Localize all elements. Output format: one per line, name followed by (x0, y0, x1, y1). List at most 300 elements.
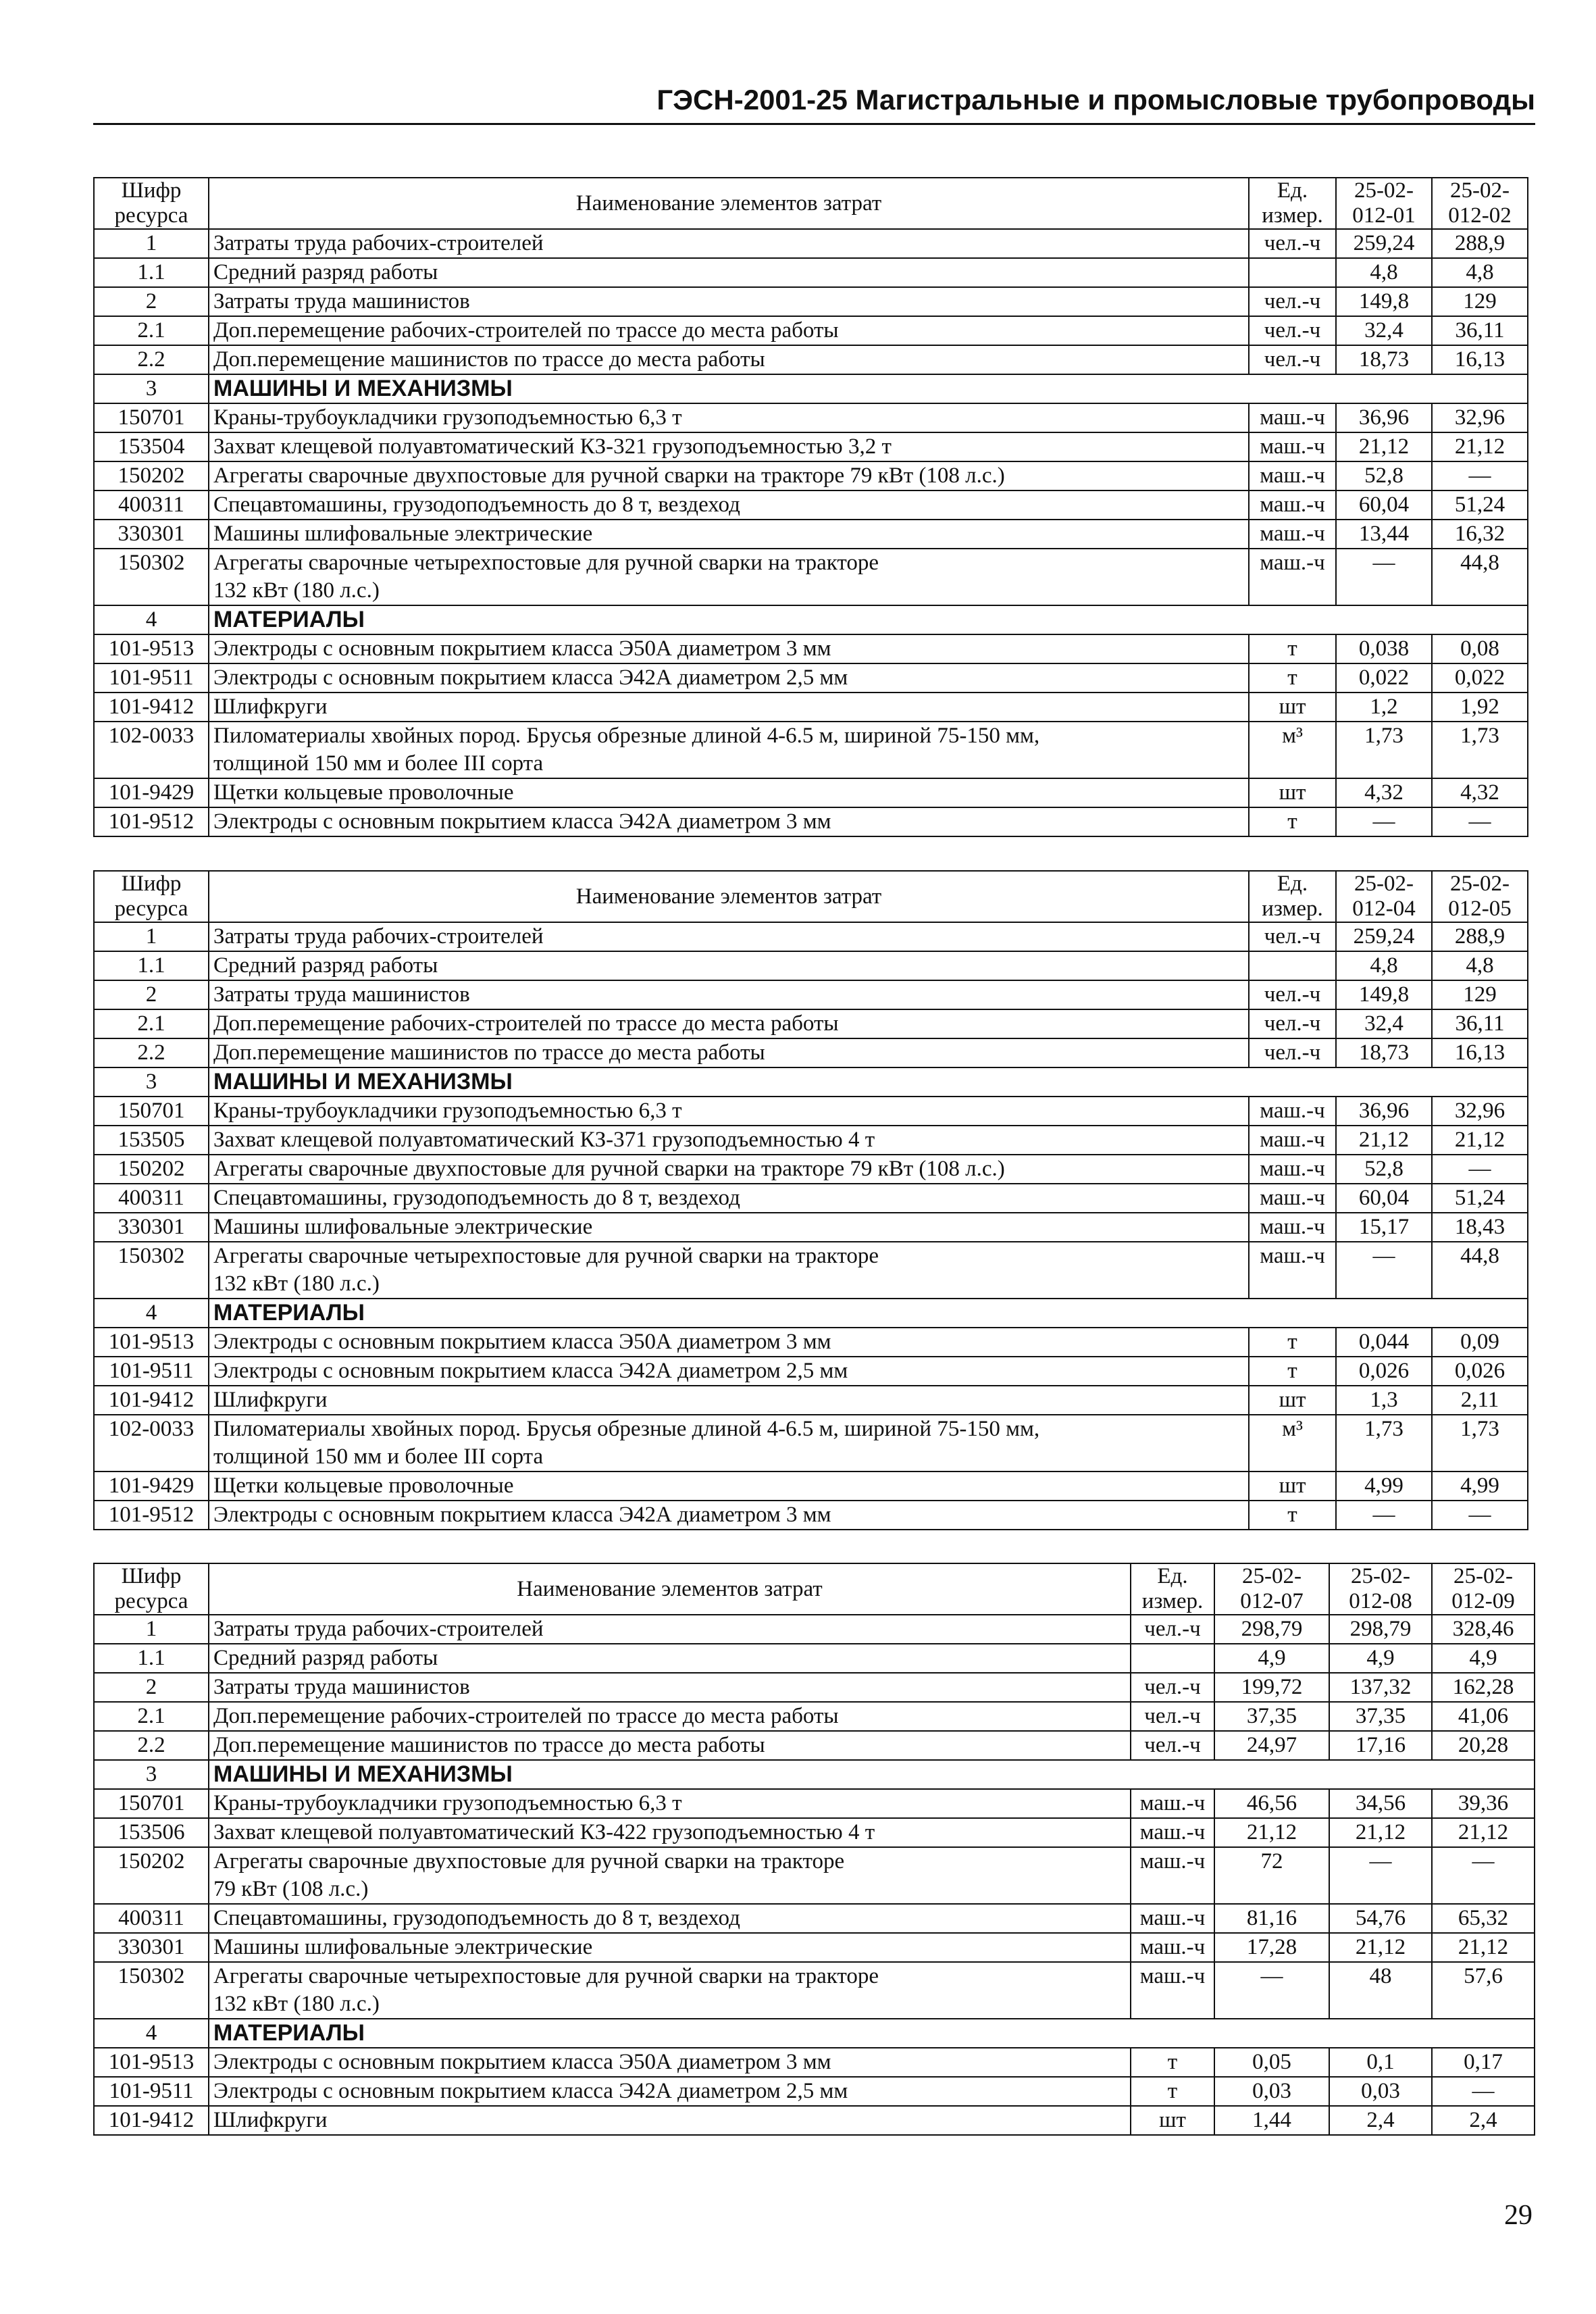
table-row (94, 1472, 1528, 1501)
norm-value: 0,044 (1336, 1328, 1432, 1357)
table-row (94, 1155, 1528, 1184)
unit-of-measure: т (1249, 1357, 1336, 1386)
resource-code: 101-9429 (94, 778, 209, 807)
norm-value: 0,038 (1336, 634, 1432, 663)
norm-value: 21,12 (1432, 432, 1528, 461)
unit-of-measure: чел.-ч (1249, 287, 1336, 316)
cost-element-name-line: Затраты труда рабочих-строителей (213, 231, 544, 255)
cost-element-name (209, 258, 1249, 287)
table-row (94, 1818, 1535, 1847)
section-title: МАТЕРИАЛЫ (209, 605, 1528, 634)
norm-value: — (1329, 1847, 1432, 1904)
table-row (94, 807, 1528, 836)
cost-element-name-line: Захват клещевой полуавтоматический КЗ-371 грузоподъемностью 4 т (213, 1128, 875, 1152)
cost-element-name (209, 663, 1249, 693)
cost-element-name (209, 1213, 1249, 1242)
resource-code: 102-0033 (94, 722, 209, 778)
header-norm-code (1329, 1563, 1432, 1615)
norm-value: 17,28 (1214, 1933, 1329, 1962)
norm-value: 15,17 (1336, 1213, 1432, 1242)
norm-value: 48 (1329, 1962, 1432, 2019)
norm-value: 16,32 (1432, 520, 1528, 549)
norm-value: 36,11 (1432, 1009, 1528, 1038)
cost-element-name-line: Средний разряд работы (213, 953, 438, 978)
norm-value: 298,79 (1329, 1615, 1432, 1644)
table-row (94, 1615, 1535, 1644)
norm-value: 32,96 (1432, 1097, 1528, 1126)
table-row (94, 634, 1528, 663)
header-norm-code (1336, 871, 1432, 922)
unit-of-measure: чел.-ч (1131, 1673, 1214, 1702)
unit-of-measure: маш.-ч (1249, 1242, 1336, 1299)
resource-code: 101-9412 (94, 693, 209, 722)
header-norm-code-line: 25-02- (1354, 178, 1414, 203)
resource-code: 102-0033 (94, 1415, 209, 1472)
header-resource-code-line: Шифр (121, 178, 182, 203)
norm-value: 52,8 (1336, 1155, 1432, 1184)
norm-value: 52,8 (1336, 461, 1432, 491)
unit-of-measure (1249, 258, 1336, 287)
norm-value: 51,24 (1432, 1184, 1528, 1213)
cost-element-name (209, 980, 1249, 1009)
cost-element-name-line: Затраты труда машинистов (213, 982, 470, 1007)
unit-of-measure: маш.-ч (1249, 1097, 1336, 1126)
table-row (94, 951, 1528, 980)
norm-value: 0,026 (1336, 1357, 1432, 1386)
unit-of-measure: маш.-ч (1249, 1155, 1336, 1184)
norm-value: 32,96 (1432, 403, 1528, 432)
table-row (94, 345, 1528, 374)
norm-value: 129 (1432, 980, 1528, 1009)
cost-element-name-line: Доп.перемещение машинистов по трассе до места работы (213, 347, 765, 372)
norm-value: 54,76 (1329, 1904, 1432, 1933)
cost-element-name-line: Спецавтомашины, грузодоподъемность до 8 т, вездеход (213, 493, 740, 517)
resource-code: 1 (94, 1615, 209, 1644)
norm-value: 41,06 (1432, 1702, 1535, 1731)
cost-element-name (209, 2048, 1131, 2077)
norm-value: 81,16 (1214, 1904, 1329, 1933)
cost-element-name-line: Электроды с основным покрытием класса Э42А диаметром 2,5 мм (213, 2079, 848, 2103)
resource-code: 101-9512 (94, 807, 209, 836)
norm-value: 1,73 (1336, 722, 1432, 778)
cost-element-name-line: Пиломатериалы хвойных пород. Брусья обрезные длиной 4-6.5 м, шириной 75-150 мм, (213, 1417, 1040, 1441)
table-row (94, 1184, 1528, 1213)
header-resource-code-line: ресурса (114, 203, 188, 228)
cost-element-name-line: Шлифкруги (213, 695, 328, 719)
table-row (94, 403, 1528, 432)
header-unit-line: измер. (1141, 1589, 1204, 1613)
cost-element-name (209, 1357, 1249, 1386)
norm-value: 32,4 (1336, 316, 1432, 345)
resource-code: 153506 (94, 1818, 209, 1847)
cost-element-name (209, 316, 1249, 345)
unit-of-measure: шт (1131, 2106, 1214, 2135)
resource-code: 330301 (94, 520, 209, 549)
norm-value: 0,022 (1432, 663, 1528, 693)
page-header-title: ГЭСН-2001-25 Магистральные и промысловые трубопроводы (93, 80, 1535, 125)
cost-element-name-line-2: толщиной 150 мм и более III сорта (213, 1444, 544, 1469)
unit-of-measure: чел.-ч (1249, 345, 1336, 374)
cost-element-name-line: Машины шлифовальные электрические (213, 1215, 593, 1239)
cost-element-name-line: Захват клещевой полуавтоматический КЗ-321 грузоподъемностью 3,2 т (213, 434, 892, 459)
unit-of-measure: маш.-ч (1131, 1904, 1214, 1933)
resource-code: 101-9511 (94, 1357, 209, 1386)
resource-code: 3 (94, 1760, 209, 1789)
section-title: МАШИНЫ И МЕХАНИЗМЫ (209, 1760, 1535, 1789)
norm-value: — (1214, 1962, 1329, 2019)
header-resource-code-line: Шифр (121, 872, 182, 896)
norm-value: 18,73 (1336, 345, 1432, 374)
header-norm-code (1214, 1563, 1329, 1615)
norm-value: 36,11 (1432, 316, 1528, 345)
norm-value: 1,92 (1432, 693, 1528, 722)
cost-element-name (209, 1184, 1249, 1213)
cost-element-name (209, 1155, 1249, 1184)
resource-code: 101-9513 (94, 634, 209, 663)
norm-value: 51,24 (1432, 491, 1528, 520)
cost-element-name-line: Шлифкруги (213, 1388, 328, 1412)
cost-element-name (209, 1038, 1249, 1067)
cost-element-name-line: Доп.перемещение машинистов по трассе до места работы (213, 1040, 765, 1065)
table-row (94, 1962, 1535, 2019)
norm-value: 16,13 (1432, 1038, 1528, 1067)
norm-value: — (1432, 461, 1528, 491)
table-row (94, 258, 1528, 287)
cost-element-name-line: Щетки кольцевые проволочные (213, 780, 514, 805)
cost-element-name-line: Шлифкруги (213, 2108, 328, 2132)
table-row (94, 1038, 1528, 1067)
norm-value: 0,026 (1432, 1357, 1528, 1386)
table-row (94, 1126, 1528, 1155)
header-unit (1249, 178, 1336, 229)
norm-value: 46,56 (1214, 1789, 1329, 1818)
norm-value: 1,3 (1336, 1386, 1432, 1415)
cost-element-name-line: Агрегаты сварочные четырехпостовые для ручной сварки на тракторе (213, 1244, 879, 1268)
norm-value: 21,12 (1432, 1933, 1535, 1962)
table-row (94, 491, 1528, 520)
unit-of-measure: т (1249, 807, 1336, 836)
unit-of-measure: маш.-ч (1249, 1184, 1336, 1213)
table-row (94, 520, 1528, 549)
norm-value: 288,9 (1432, 922, 1528, 951)
table-row (94, 980, 1528, 1009)
unit-of-measure: т (1249, 634, 1336, 663)
header-resource-code (94, 871, 209, 922)
norm-value: 4,8 (1432, 951, 1528, 980)
norm-value: 1,73 (1336, 1415, 1432, 1472)
table-row (94, 1386, 1528, 1415)
table-row (94, 461, 1528, 491)
cost-element-name-line: Агрегаты сварочные двухпостовые для ручной сварки на тракторе 79 кВт (108 л.с.) (213, 1157, 1005, 1181)
cost-element-name-line: Агрегаты сварочные четырехпостовые для ручной сварки на тракторе (213, 1964, 879, 1988)
table-header-row (94, 871, 1528, 922)
norm-value: 0,08 (1432, 634, 1528, 663)
resource-code: 1.1 (94, 258, 209, 287)
norm-value: 24,97 (1214, 1731, 1329, 1760)
header-norm-code (1432, 1563, 1535, 1615)
norm-value: 72 (1214, 1847, 1329, 1904)
norm-value: 32,4 (1336, 1009, 1432, 1038)
section-title: МАТЕРИАЛЫ (209, 2019, 1535, 2048)
resource-code: 400311 (94, 1904, 209, 1933)
unit-of-measure: т (1131, 2077, 1214, 2106)
norm-value: 4,9 (1329, 1644, 1432, 1673)
cost-element-name (209, 1501, 1249, 1530)
cost-element-name-line: Доп.перемещение машинистов по трассе до места работы (213, 1733, 765, 1757)
cost-element-name-line: Затраты труда рабочих-строителей (213, 924, 544, 949)
unit-of-measure: чел.-ч (1249, 316, 1336, 345)
unit-of-measure: чел.-ч (1249, 1009, 1336, 1038)
unit-of-measure: чел.-ч (1249, 229, 1336, 258)
section-row (94, 605, 1528, 634)
unit-of-measure: чел.-ч (1131, 1615, 1214, 1644)
unit-of-measure (1131, 1644, 1214, 1673)
header-resource-code-line: Шифр (121, 1564, 182, 1588)
cost-element-name-line: Доп.перемещение рабочих-строителей по трассе до места работы (213, 1704, 839, 1728)
unit-of-measure: маш.-ч (1249, 432, 1336, 461)
header-norm-code-line: 012-02 (1448, 203, 1512, 228)
norm-value: 328,46 (1432, 1615, 1535, 1644)
norm-value: 4,99 (1336, 1472, 1432, 1501)
table-row (94, 229, 1528, 258)
cost-element-name-line: Средний разряд работы (213, 1646, 438, 1670)
resource-code: 2.1 (94, 316, 209, 345)
table-row (94, 1731, 1535, 1760)
unit-of-measure: маш.-ч (1249, 1213, 1336, 1242)
norm-value: 2,11 (1432, 1386, 1528, 1415)
table-row (94, 663, 1528, 693)
resource-code: 150701 (94, 1789, 209, 1818)
cost-element-name-line: Щетки кольцевые проволочные (213, 1474, 514, 1498)
cost-element-name (209, 693, 1249, 722)
norm-value: 18,73 (1336, 1038, 1432, 1067)
table-row (94, 2106, 1535, 2135)
cost-element-name-line: Машины шлифовальные электрические (213, 1935, 593, 1959)
norm-value: 162,28 (1432, 1673, 1535, 1702)
resource-code: 400311 (94, 491, 209, 520)
table-row (94, 693, 1528, 722)
unit-of-measure: т (1249, 1501, 1336, 1530)
norm-value: 259,24 (1336, 922, 1432, 951)
cost-element-name-line-2: 132 кВт (180 л.с.) (213, 578, 380, 603)
table-row (94, 1328, 1528, 1357)
header-norm-code-line: 25-02- (1450, 178, 1510, 203)
table-row (94, 922, 1528, 951)
cost-element-name (209, 432, 1249, 461)
norm-value: 1,44 (1214, 2106, 1329, 2135)
norm-value: 20,28 (1432, 1731, 1535, 1760)
header-norm-code (1432, 871, 1528, 922)
norm-value: 129 (1432, 287, 1528, 316)
resource-code: 2.2 (94, 1731, 209, 1760)
resource-code: 2 (94, 980, 209, 1009)
cost-element-name-line-2: толщиной 150 мм и более III сорта (213, 751, 544, 776)
header-norm-code-line: 012-05 (1448, 897, 1512, 921)
header-norm-code-line: 25-02- (1450, 872, 1510, 896)
section-row (94, 1760, 1535, 1789)
cost-element-name (209, 1328, 1249, 1357)
resource-code: 101-9511 (94, 2077, 209, 2106)
section-row (94, 2019, 1535, 2048)
norm-value: 4,9 (1432, 1644, 1535, 1673)
cost-element-name (209, 2077, 1131, 2106)
cost-element-name (209, 345, 1249, 374)
table-header-row (94, 1563, 1535, 1615)
unit-of-measure: маш.-ч (1249, 491, 1336, 520)
cost-element-name-line: Затраты труда машинистов (213, 289, 470, 313)
cost-element-name (209, 1673, 1131, 1702)
unit-of-measure: т (1249, 1328, 1336, 1357)
norm-value: 4,8 (1336, 258, 1432, 287)
header-cost-element-name: Наименование элементов затрат (209, 871, 1249, 922)
header-resource-code-line: ресурса (114, 897, 188, 921)
unit-of-measure: маш.-ч (1249, 549, 1336, 605)
cost-element-name (209, 287, 1249, 316)
table-row (94, 1357, 1528, 1386)
norm-value: 0,022 (1336, 663, 1432, 693)
resource-code: 330301 (94, 1933, 209, 1962)
resource-code: 3 (94, 1067, 209, 1097)
cost-element-name-line: Затраты труда рабочих-строителей (213, 1617, 544, 1641)
table-row (94, 1673, 1535, 1702)
norm-value: — (1432, 1501, 1528, 1530)
resource-code: 3 (94, 374, 209, 403)
norm-value: 4,9 (1214, 1644, 1329, 1673)
norm-value: 288,9 (1432, 229, 1528, 258)
resource-code: 150202 (94, 1847, 209, 1904)
header-norm-code-line: 012-01 (1352, 203, 1416, 228)
cost-element-name (209, 1789, 1131, 1818)
header-unit-line: измер. (1262, 897, 1323, 921)
section-title: МАШИНЫ И МЕХАНИЗМЫ (209, 1067, 1528, 1097)
unit-of-measure: шт (1249, 1472, 1336, 1501)
header-norm-code-line: 25-02- (1354, 872, 1414, 896)
norm-value: 44,8 (1432, 1242, 1528, 1299)
norm-value: 18,43 (1432, 1213, 1528, 1242)
resource-code: 400311 (94, 1184, 209, 1213)
table-row (94, 1702, 1535, 1731)
resource-code: 4 (94, 1299, 209, 1328)
unit-of-measure: маш.-ч (1249, 520, 1336, 549)
cost-element-name-line: Агрегаты сварочные двухпостовые для ручной сварки на тракторе 79 кВт (108 л.с.) (213, 463, 1005, 488)
resource-code: 101-9511 (94, 663, 209, 693)
table-row (94, 1789, 1535, 1818)
header-norm-code-line: 012-09 (1451, 1589, 1515, 1613)
resource-table-1 (93, 177, 1528, 837)
norm-value: 44,8 (1432, 549, 1528, 605)
header-resource-code (94, 178, 209, 229)
cost-element-name (209, 1615, 1131, 1644)
unit-of-measure: чел.-ч (1131, 1731, 1214, 1760)
header-norm-code-line: 25-02- (1351, 1564, 1410, 1588)
unit-of-measure: шт (1249, 693, 1336, 722)
norm-value: 0,1 (1329, 2048, 1432, 2077)
norm-value: 2,4 (1432, 2106, 1535, 2135)
header-norm-code (1432, 178, 1528, 229)
header-norm-code-line: 25-02- (1242, 1564, 1302, 1588)
unit-of-measure: чел.-ч (1131, 1702, 1214, 1731)
cost-element-name (209, 951, 1249, 980)
norm-value: 259,24 (1336, 229, 1432, 258)
norm-value: 39,36 (1432, 1789, 1535, 1818)
table-row (94, 778, 1528, 807)
resource-code: 1.1 (94, 951, 209, 980)
norm-value: 1,2 (1336, 693, 1432, 722)
norm-value: 0,17 (1432, 2048, 1535, 2077)
unit-of-measure: маш.-ч (1131, 1789, 1214, 1818)
norm-value: 149,8 (1336, 287, 1432, 316)
cost-element-name (209, 807, 1249, 836)
table-row (94, 1213, 1528, 1242)
header-unit (1249, 871, 1336, 922)
table-row (94, 2077, 1535, 2106)
norm-value: 21,12 (1329, 1818, 1432, 1847)
resource-code: 153505 (94, 1126, 209, 1155)
table-row (94, 1009, 1528, 1038)
table-row (94, 722, 1528, 778)
cost-element-name-line-2: 132 кВт (180 л.с.) (213, 1992, 380, 2016)
norm-value: — (1432, 1155, 1528, 1184)
cost-element-name-line: Захват клещевой полуавтоматический КЗ-422 грузоподъемностью 4 т (213, 1820, 875, 1844)
cost-element-name (209, 1126, 1249, 1155)
norm-value: 4,8 (1336, 951, 1432, 980)
resource-table-2 (93, 870, 1528, 1530)
header-unit-line: Ед. (1157, 1564, 1188, 1588)
cost-element-name-line: Электроды с основным покрытием класса Э42А диаметром 3 мм (213, 809, 831, 834)
norm-value: 13,44 (1336, 520, 1432, 549)
cost-element-name (209, 491, 1249, 520)
cost-element-name-line: Агрегаты сварочные четырехпостовые для ручной сварки на тракторе (213, 551, 879, 575)
cost-element-name-line: Краны-трубоукладчики грузоподъемностью 6,3 т (213, 1791, 682, 1815)
cost-element-name (209, 1009, 1249, 1038)
resource-code: 4 (94, 2019, 209, 2048)
page-number: 29 (1504, 2200, 1533, 2231)
norm-value: 60,04 (1336, 1184, 1432, 1213)
norm-value: 0,03 (1214, 2077, 1329, 2106)
unit-of-measure: чел.-ч (1249, 980, 1336, 1009)
resource-code: 1 (94, 922, 209, 951)
resource-code: 4 (94, 605, 209, 634)
norm-value: — (1432, 2077, 1535, 2106)
resource-code: 150701 (94, 403, 209, 432)
resource-table-3 (93, 1563, 1535, 2136)
resource-code: 150302 (94, 1962, 209, 2019)
cost-element-name (209, 461, 1249, 491)
resource-code: 101-9412 (94, 1386, 209, 1415)
unit-of-measure: чел.-ч (1249, 922, 1336, 951)
cost-element-name-line: Электроды с основным покрытием класса Э42А диаметром 2,5 мм (213, 1359, 848, 1383)
section-row (94, 1299, 1528, 1328)
cost-element-name-line: Электроды с основным покрытием класса Э42А диаметром 3 мм (213, 1503, 831, 1527)
norm-value: 36,96 (1336, 403, 1432, 432)
unit-of-measure: чел.-ч (1249, 1038, 1336, 1067)
resource-code: 2 (94, 1673, 209, 1702)
resource-code: 101-9412 (94, 2106, 209, 2135)
table-row (94, 432, 1528, 461)
unit-of-measure: шт (1249, 1386, 1336, 1415)
table-row (94, 1847, 1535, 1904)
cost-element-name (209, 1904, 1131, 1933)
cost-element-name-line: Краны-трубоукладчики грузоподъемностью 6,3 т (213, 405, 682, 430)
unit-of-measure: маш.-ч (1131, 1847, 1214, 1904)
norm-value: 16,13 (1432, 345, 1528, 374)
norm-value: 0,03 (1329, 2077, 1432, 2106)
table-row (94, 1933, 1535, 1962)
norm-value: — (1432, 1847, 1535, 1904)
norm-value: 57,6 (1432, 1962, 1535, 2019)
unit-of-measure: м³ (1249, 1415, 1336, 1472)
section-title: МАШИНЫ И МЕХАНИЗМЫ (209, 374, 1528, 403)
